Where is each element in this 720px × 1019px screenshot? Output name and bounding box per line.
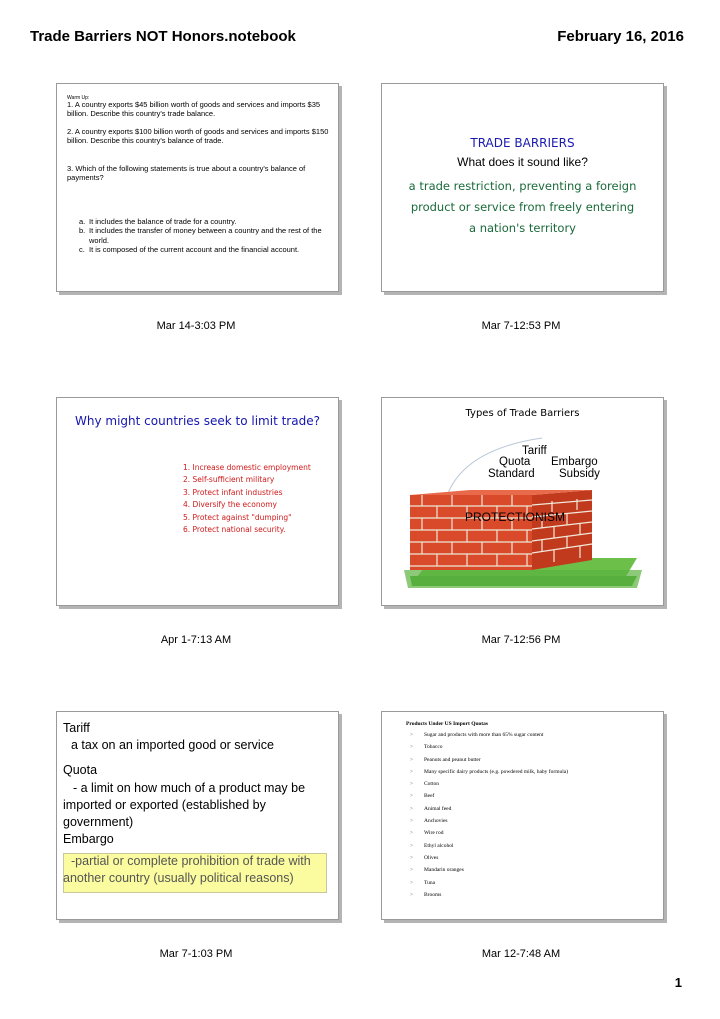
warm-up-label: Warm Up: (67, 95, 90, 101)
slide-barrier-definitions[interactable] (56, 711, 339, 920)
slide-title: Types of Trade Barriers (465, 408, 580, 419)
label-tariff: Tariff (522, 445, 547, 457)
option-a: a. It includes the balance of trade for a country. (79, 217, 237, 226)
reason-item: 1. Increase domestic employment (183, 463, 311, 472)
slide-timestamp: Mar 7-1:03 PM (159, 948, 233, 960)
list-item: > Brooms (410, 891, 442, 898)
embargo-definition: -partial or complete prohibition of trade with another country (usually political reasons) (63, 854, 311, 885)
label-subsidy: Subsidy (559, 468, 600, 480)
reasons-list (183, 462, 311, 536)
option-b: b. It includes the transfer of money between a country and the rest of the world. (79, 226, 322, 245)
tariff-heading: Tariff (63, 721, 90, 735)
reason-item: 6. Protect national security. (183, 525, 286, 535)
tariff-definition: a tax on an imported good or service (71, 738, 274, 752)
quota-products-list (410, 732, 568, 904)
slide-trade-barriers-definition[interactable] (381, 83, 664, 292)
slide-timestamp: Mar 7-12:56 PM (481, 634, 561, 646)
answer-options (79, 217, 329, 255)
list-item: > Many specific dairy products (e.g. powdered milk, baby formula) (410, 768, 569, 775)
list-item: > Mandarin oranges (410, 867, 464, 874)
notebook-title: Trade Barriers NOT Honors.notebook (30, 28, 296, 45)
slide-warm-up[interactable] (56, 83, 339, 292)
brick-wall-illustration (382, 398, 663, 605)
reason-item: 4. Diversify the economy (183, 500, 277, 510)
quota-definition: - a limit on how much of a product may be imported or exported (established by government) (63, 781, 306, 829)
slide-timestamp: Apr 1-7:13 AM (160, 634, 232, 646)
slide-timestamp: Mar 14-3:03 PM (156, 320, 236, 332)
list-item: > Sugar and products with more than 65% sugar content (410, 732, 544, 738)
label-protectionism: PROTECTIONISM (465, 510, 566, 524)
slide-title: Products Under US Import Quotas (406, 721, 488, 727)
reason-item: 2. Self-sufficient military (183, 475, 275, 485)
slide-title: TRADE BARRIERS (470, 136, 575, 150)
slide-limit-trade-reasons[interactable] (56, 397, 339, 606)
question-1: 1. A country exports $45 billion worth of goods and services and imports $35 billion. Describe this country's trade balance. (67, 100, 321, 119)
slide-question: What does it sound like? (457, 155, 588, 169)
slide-import-quotas[interactable] (381, 711, 664, 920)
slide-timestamp: Mar 7-12:53 PM (481, 320, 561, 332)
reason-item: 3. Protect infant industries (183, 487, 283, 497)
list-item: > Wire rod (410, 830, 444, 837)
label-quota: Quota (499, 456, 531, 468)
list-item: > Olives (410, 854, 439, 861)
quota-heading: Quota (63, 763, 98, 777)
list-item: > Beef (410, 793, 435, 800)
label-embargo: Embargo (551, 456, 598, 468)
list-item: > Peanuts and peanut butter (410, 756, 481, 763)
question-3: 3. Which of the following statements is true about a country's balance of payments? (67, 164, 306, 183)
slide-timestamp: Mar 12-7:48 AM (481, 948, 561, 960)
option-c: c. It is composed of the current account and the financial account. (79, 245, 300, 255)
slide-types-of-barriers[interactable] (381, 397, 664, 606)
embargo-heading: Embargo (63, 832, 114, 846)
slide-title: Why might countries seek to limit trade? (75, 414, 320, 428)
list-item: > Cotton (410, 781, 439, 788)
list-item: > Tobacco (410, 744, 443, 751)
list-item: > Animal feed (410, 805, 452, 812)
list-item: > Anchovies (410, 818, 448, 825)
label-standard: Standard (488, 468, 535, 480)
list-item: > Tuna (410, 879, 436, 886)
list-item: > Ethyl alcohol (410, 842, 454, 849)
notebook-date: February 16, 2016 (557, 28, 684, 45)
page-number: 1 (674, 975, 682, 990)
definition-text: a trade restriction, preventing a foreign product or service from freely entering a nation's territory (408, 179, 637, 235)
reason-item: 5. Protect against "dumping" (183, 512, 292, 522)
question-2: 2. A country exports $100 billion worth of goods and services and imports $150 billion. Describe this country's balance of trade. (67, 127, 329, 146)
